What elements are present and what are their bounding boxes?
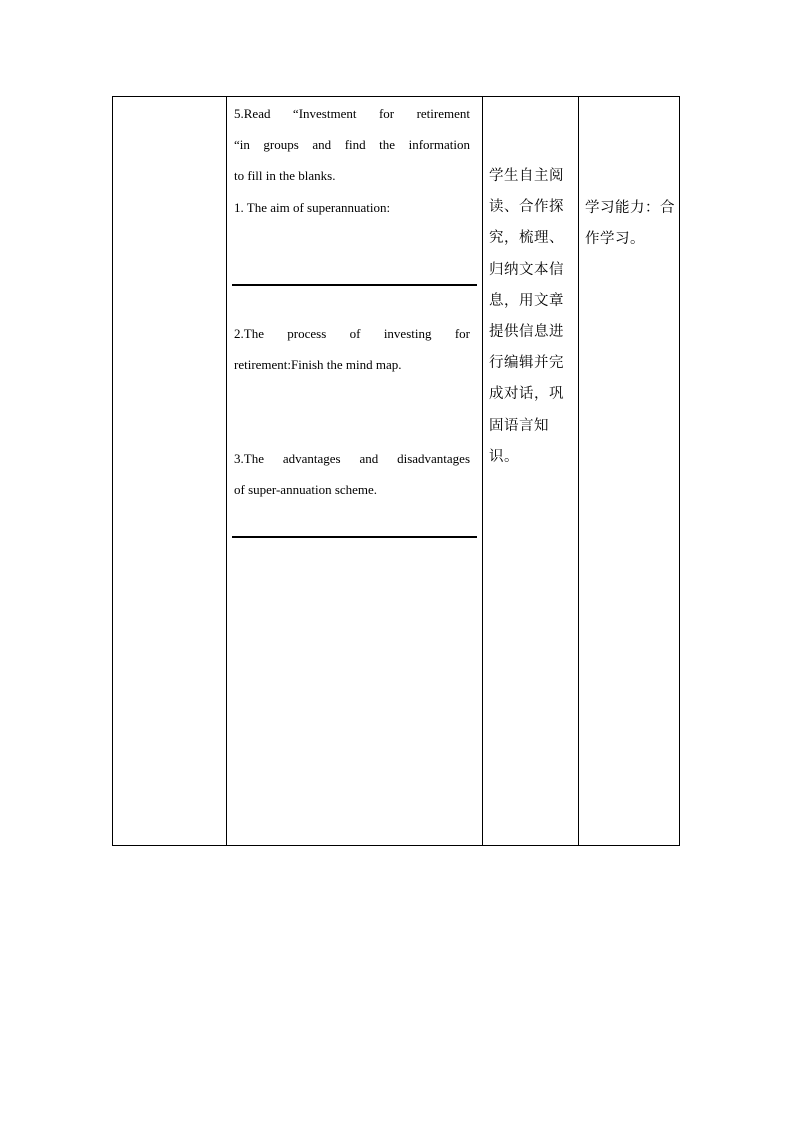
lesson-table xyxy=(112,96,680,846)
activity-cell xyxy=(227,97,483,846)
task-line-1: 5.Read “Investment for retirement xyxy=(234,106,470,121)
table-row xyxy=(113,97,680,846)
task-line-3: to fill in the blanks. xyxy=(234,168,336,183)
student-activity-cell xyxy=(483,97,579,846)
answer-blank-line-2 xyxy=(232,536,477,538)
task-line-2: “in groups and find the information xyxy=(234,137,470,152)
answer-blank-line-1 xyxy=(232,284,477,286)
question-2-line-1: 2.The process of investing for xyxy=(234,326,470,341)
question-3-line-2: of super-annuation scheme. xyxy=(234,482,378,497)
question-3-line-1: 3.The advantages and disadvantages xyxy=(234,451,470,466)
design-intent-cell xyxy=(579,97,680,846)
question-2-line-2: retirement:Finish the mind map. xyxy=(234,357,402,372)
stage-cell xyxy=(113,97,227,846)
design-intent-text: 学习能力：合作学习。 xyxy=(585,200,675,248)
question-1: 1. The aim of superannuation: xyxy=(234,200,391,215)
student-activity-text: 学生自主阅读、合作探究，梳理、归纳文本信息，用文章提供信息进行编辑并完成对话，巩固语言知识。 xyxy=(489,168,564,465)
